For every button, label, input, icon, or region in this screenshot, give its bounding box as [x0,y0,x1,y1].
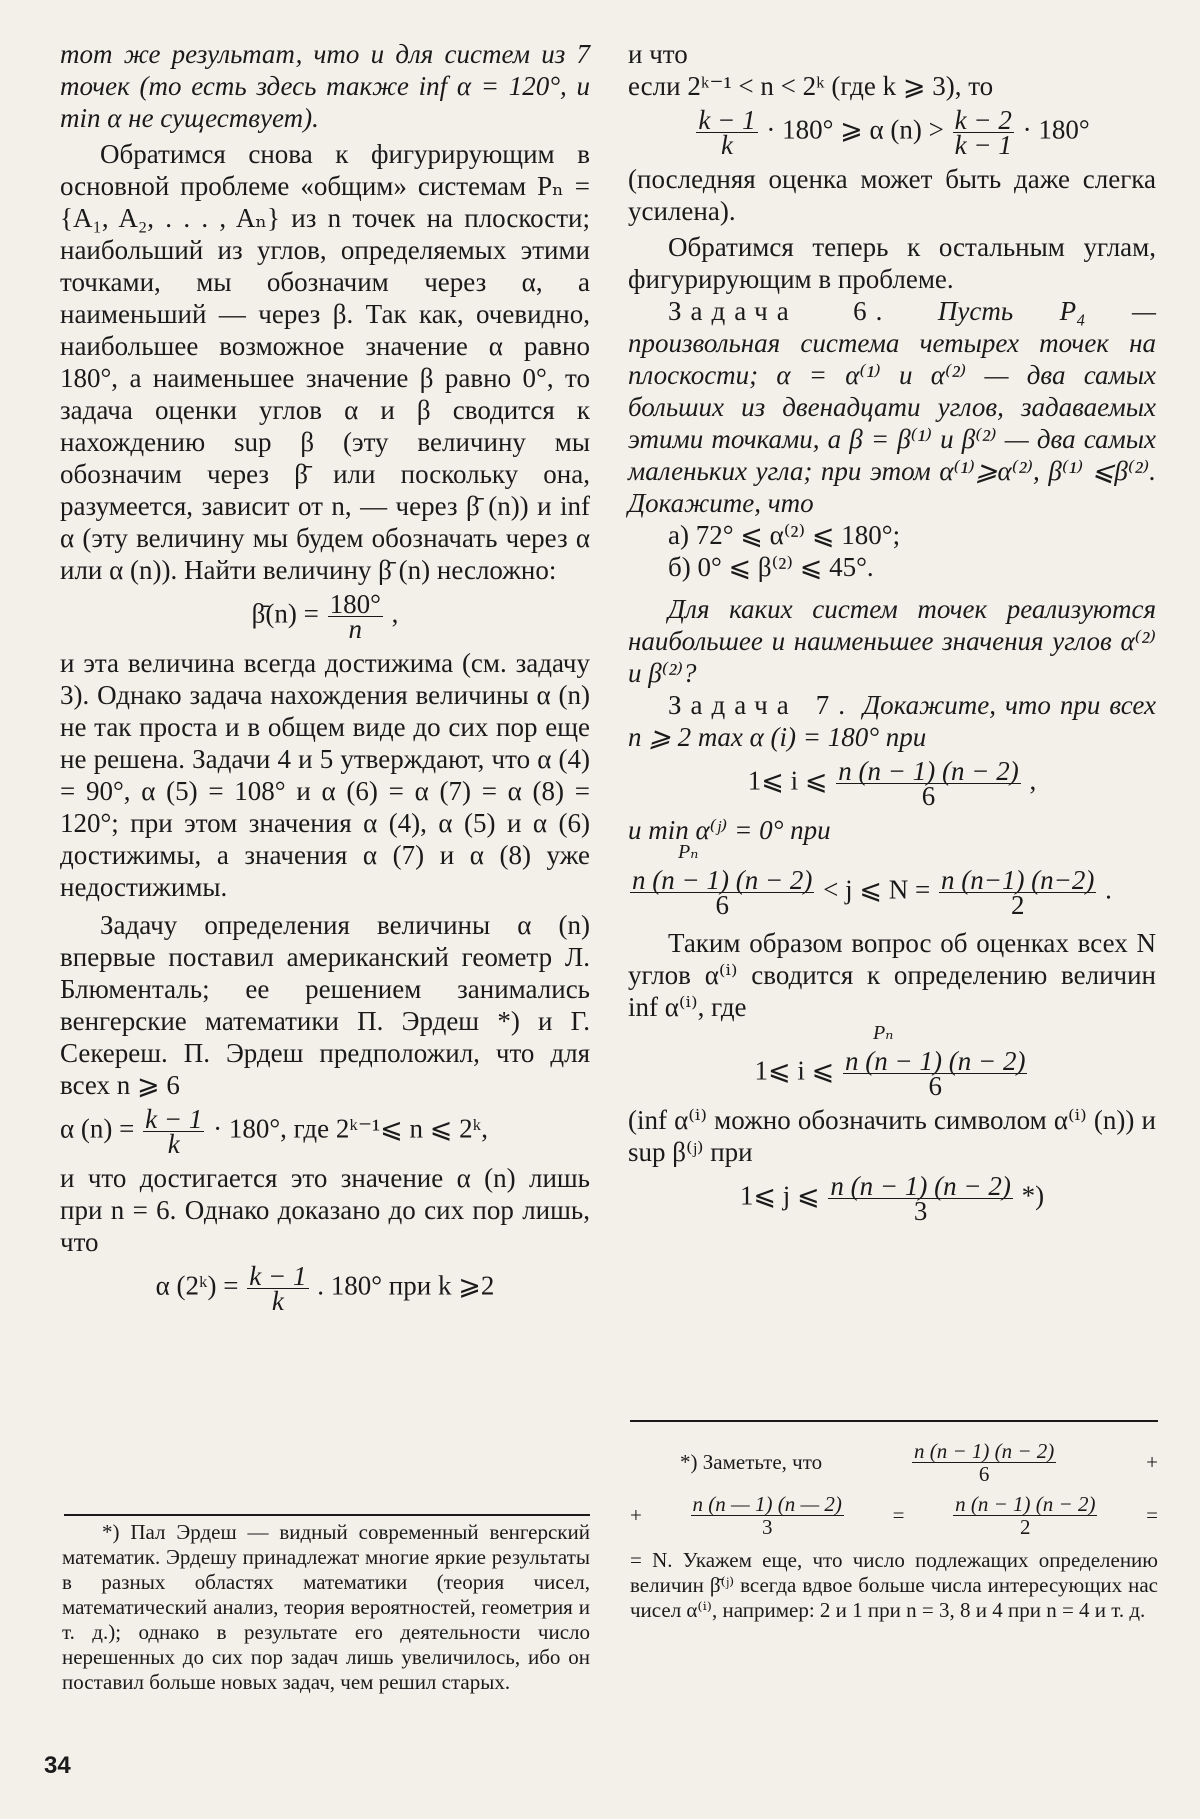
left-paragraph-1: тот же результат, что и для систем из 7 точек (то есть здесь также inf α = 120°, и min α не существует). [60,39,590,133]
fraction-numerator: n (n−1) (n−2) [940,865,1095,895]
fraction-denominator: 6 [928,1071,942,1101]
fraction-denominator: 2 [1020,1515,1031,1539]
left-paragraph-4: Задачу определения величины α (n) впервые поставил американский геометр Л. Блюменталь; ее решением занимались венгерские математики П. Эрдеш *) и Г. Секереш. П. Эрдеш предположил, что для всех n ⩾ 6 [60,910,590,1100]
right-column [628,38,1156,1229]
formula-erdos-lhs: α (n) = [60,1113,135,1144]
right-paragraph-3: (последняя оценка может быть даже слегка усилена). [628,164,1156,226]
formula-j-range-2 [628,1171,1156,1226]
footnote-equals-2: = [1146,1503,1158,1527]
fraction-numerator: n (n − 1) (n − 2) [913,1439,1055,1463]
footnote-fraction-3 [953,1493,1097,1538]
formula-beta-bar-lhs: β̄(n) = [251,598,319,629]
right-paragraph-5-subscript: Pₙ [873,1022,894,1044]
footnote-left [62,1520,590,1695]
fraction-numerator: n (n − 1) (n − 2) [632,865,813,895]
formula-i-range-tail: , [1029,765,1037,796]
formula-j-range-fraction-1 [630,865,814,920]
formula-beta-bar-tail: , [391,598,399,629]
footnote-right-lead: *) Заметьте, что [680,1450,823,1474]
left-column [60,38,590,1319]
task-6-question: Для каких систем точек реализуются наибольшее и наименьшее значения углов α⁽²⁾ и β⁽²⁾? [628,594,1156,688]
formula-proven-lhs: α (2ᵏ) = [155,1270,239,1301]
formula-j-range-tail: . [1105,874,1112,905]
fraction-numerator: k − 2 [954,105,1012,135]
fraction-numerator: k − 1 [145,1104,203,1134]
fraction-numerator: n (n − 1) (n − 2) [955,1492,1096,1516]
fraction-numerator: n (n − 1) (n − 2) [845,1046,1026,1076]
footnote-divider-left [64,1514,590,1516]
fraction-denominator: 3 [761,1515,773,1539]
formula-bounds-fraction-1 [696,105,757,160]
fraction-numerator: n (n — 1) (n — 2) [692,1492,842,1516]
right-paragraph-5: Таким образом вопрос об оценках всех N углов α⁽ⁱ⁾ сводится к определению величин inf α⁽ⁱ⁾, где [628,928,1156,1022]
formula-j-range-2-lhs: 1⩽ j ⩽ [739,1180,820,1211]
footnote-right-line-2 [630,1493,1158,1538]
footnote-plus-2: + [630,1503,642,1527]
footnote-fraction-1 [912,1440,1056,1485]
fraction-denominator: k [167,1129,180,1159]
formula-min: и min α⁽ʲ⁾ = 0° при [628,815,831,845]
fraction-denominator: k [271,1286,284,1316]
formula-i-range-2-lhs: 1⩽ i ⩽ [754,1055,835,1086]
left-paragraph-5: и что достигается это значение α (n) лишь при n = 6. Однако доказано до сих пор лишь, что [60,1163,590,1257]
fraction-denominator: n [348,614,362,644]
formula-j-range [628,865,1156,920]
fraction-denominator: 6 [921,781,936,811]
left-paragraph-2: Обратимся снова к фигурирующим в основной проблеме «общим» системам Pₙ = {A₁, A₂, . . . , Aₙ} из n точек на плоскости; наибольший из углов, определяемых этими точками, мы обозначим через α, а наименьший — через β. Так как, очевидно, наибольшее возможное значение α равно 180°, а наименьшее значение β равно 0°, то задача оценки углов α и β сводится к нахождению sup β (эту величину мы обозначим через β̄ или поскольку она, разумеется, зависит от n, — через β̄ (n)) и inf α (эту величину мы будем обозначать через α или α (n)). Найти величину β̄ (n) несложно: [60,139,590,585]
task-6-item-a: а) 72° ⩽ α⁽²⁾ ⩽ 180°; [668,520,901,550]
footnote-equals: = [892,1503,905,1527]
footnote-divider-right [630,1420,1158,1422]
fraction-denominator: 3 [913,1196,928,1226]
formula-j-range-middle: < j ⩽ N = [823,874,931,905]
footnote-right-text: = N. Укажем еще, что число подлежащих определению величин β̄⁽ʲ⁾ всегда вдвое больше числа интересующих нас чисел α⁽ⁱ⁾, например: 2 и 1 при n = 3, 8 и 4 при n = 4 и т. д. [630,1548,1158,1622]
task-7 [628,689,1156,753]
fraction-numerator: n (n − 1) (n − 2) [830,1171,1011,1201]
formula-i-range-2-fraction [843,1046,1027,1101]
task-6-statement: Пусть P₄ — произвольная система четырех точек на плоскости; α = α⁽¹⁾ и α⁽²⁾ — два самых больших из двенадцати углов, задаваемых этими точками, а β = β⁽¹⁾ и β⁽²⁾ — два самых маленьких угла; при этом α⁽¹⁾⩾α⁽²⁾, β⁽¹⁾ ⩽β⁽²⁾. Докажите, что [628,296,1157,518]
page-number: 34 [44,1752,71,1779]
formula-erdos-fraction [143,1104,204,1159]
fraction-numerator: n (n − 1) (n − 2) [838,756,1019,786]
formula-proven [60,1261,590,1316]
formula-beta-bar [60,589,590,644]
footnote-fraction-2 [691,1493,844,1538]
formula-j-range-2-tail: *) [1021,1180,1045,1211]
formula-bounds [628,105,1156,160]
fraction-denominator: 6 [715,890,729,920]
formula-bounds-middle: · 180° ⩾ α (n) > [766,114,944,145]
formula-i-range [628,756,1156,811]
formula-min-subscript: Pₙ [678,841,699,863]
right-paragraph-6: (inf α⁽ⁱ⁾ можно обозначить символом α⁽ⁱ⁾ (n)) и sup β⁽ʲ⁾ при [628,1105,1156,1167]
footnote-right [630,1440,1158,1623]
formula-j-range-fraction-2 [939,865,1096,920]
task-6-label: Задача 6. [668,296,892,326]
formula-erdos-tail: · 180°, где 2ᵏ⁻¹⩽ n ⩽ 2ᵏ, [213,1113,488,1144]
task-6-item-b: б) 0° ⩽ β⁽²⁾ ⩽ 45°. [668,552,874,582]
fraction-denominator: k [720,130,733,160]
formula-bounds-tail: · 180° [1022,114,1090,145]
fraction-numerator: 180° [329,589,381,619]
fraction-numerator: k − 1 [698,105,756,135]
task-6 [628,295,1156,519]
footnote-left-text: *) Пал Эрдеш — видный современный венгерский математик. Эрдешу принадлежат многие яркие результаты в разных областях математики (теория чисел, математический анализ, теория вероятностей, геометрия и т. д.); однако в результате его деятельности число нерешенных до сих пор задач лишь увеличилось, ибо он поставил больше новых задач, чем решил старых. [62,1520,590,1694]
formula-proven-fraction [247,1261,308,1316]
formula-erdos-conjecture [60,1104,590,1159]
task-7-statement: Докажите, что при всех n ⩾ 2 max α (i) = 180° при [628,690,1157,752]
right-paragraph-4: Обратимся теперь к остальным углам, фигурирующим в проблеме. [628,232,1156,294]
formula-j-range-2-fraction [828,1171,1012,1226]
formula-i-range-2 [628,1046,1156,1101]
formula-beta-bar-fraction [328,589,383,644]
fraction-denominator: 6 [978,1462,990,1486]
formula-i-range-lhs: 1⩽ i ⩽ [747,765,828,796]
fraction-numerator: k − 1 [249,1261,307,1291]
left-paragraph-3: и эта величина всегда достижима (см. задачу 3). Однако задача нахождения величины α (n) не так проста и в общем виде до сих пор еще не решена. Задачи 4 и 5 утверждают, что α (4) = 90°, α (5) = 108° и α (6) = α (7) = α (8) = 120°; при этом значения α (4), α (5) и α (6) достижимы, а значения α (7) и α (8) уже недостижимы. [60,648,590,902]
fraction-denominator: 2 [1010,890,1025,920]
formula-bounds-fraction-2 [953,105,1014,160]
right-line-1: и что [628,39,688,69]
formula-i-range-fraction [836,756,1020,811]
formula-proven-tail: . 180° при k ⩾2 [317,1270,495,1301]
footnote-plus: + [1146,1450,1158,1474]
footnote-right-line-1 [630,1440,1158,1485]
right-line-2: если 2ᵏ⁻¹ < n < 2ᵏ (где k ⩾ 3), то [628,71,994,101]
fraction-denominator: k − 1 [954,130,1012,160]
task-7-label: Задача 7. [668,690,854,720]
